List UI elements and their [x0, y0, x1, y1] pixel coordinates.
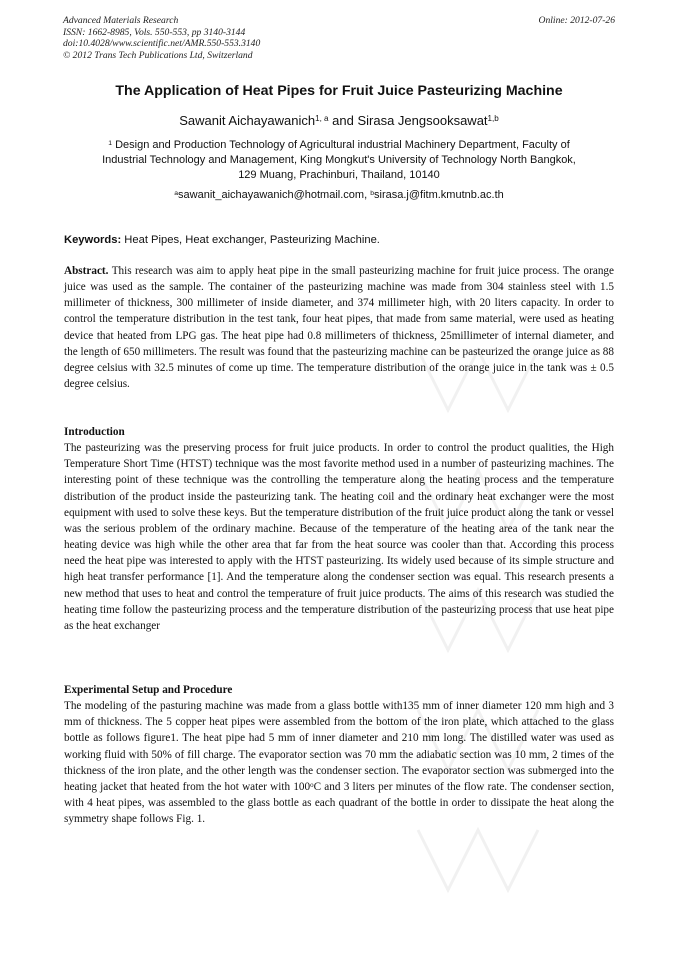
keywords-label: Keywords:	[64, 234, 122, 246]
author-line	[40, 112, 638, 130]
email-link[interactable]: sawanit_aichayawanich@hotmail.com	[178, 189, 365, 201]
introduction-text: The pasteurizing was the preserving process for fruit juice products. In order to control the product qualities, the High Temperature Short Time (HTST) technique was the most favorite method used in a number of pasteurizing machines. The interesting point of these technique was the controlling the temperature along the heating process and the temperature distribution of the product inside the pasteurizing tank. The heating coil and the ordinary heat exchanger were the most equipment with used to solve these keys. But the temperature distribution of the fruit juice product along the tank or vessel was the serious problem of the ordinary machine. Because of the temperature of the heating area of the tank near the heating device was high while the other area that far from the heat source was cooler than that. According this process need the heat pipe was interested to apply with the HTST pasteurizing. Its widely used because of its simple structure and high heat transfer performance [1]. And the temperature along the condenser section was equal. This research presents a new method that uses to heat and control the temperature of fruit juice products. The aims of this research was studied the heating time follow the pasteurizing process and the temperature distribution of the pasteurizing process that use heat pipe as the heat exchanger	[64, 442, 614, 632]
experimental-section	[64, 682, 614, 827]
affiliation-line: $^1$ Design and Production Technology of Agricultural industrial Machinery Department, Faculty of	[108, 139, 570, 151]
affiliation	[55, 138, 623, 183]
abstract-label: Abstract.	[64, 265, 109, 277]
journal-copyright: © 2012 Trans Tech Publications Ltd, Switzerland	[63, 49, 253, 61]
experimental-heading: Experimental Setup and Procedure	[64, 684, 233, 696]
introduction-section	[64, 424, 614, 634]
email-superscript: b	[370, 189, 374, 197]
experimental-text-continued: C and 3 liters per minutes of the flow rate. The condenser section, with 4 heat pipes, was assembled to the glass bottle as each quadrant of the bottle in order to dissipate the heat along the symmetry shape follows Fig. 1.	[64, 780, 614, 826]
affiliation-superscript: 1	[108, 139, 113, 147]
email-link[interactable]: sirasa.j@fitm.kmutnb.ac.th	[374, 189, 504, 201]
watermark-pattern	[408, 330, 648, 950]
author-superscript: 1,b	[487, 114, 499, 124]
degree-superscript: o	[310, 780, 314, 789]
affiliation-line: Industrial Technology and Management, King Mongkut's University of Technology North Bangkok,	[102, 154, 576, 166]
affiliation-line: 129 Muang, Prachinburi, Thailand, 10140	[238, 169, 440, 181]
introduction-heading: Introduction	[64, 426, 125, 438]
author-superscript: 1, a	[315, 114, 329, 124]
journal-doi: doi:10.4028/www.scientific.net/AMR.550-553.3140	[63, 38, 261, 49]
keywords-text: Heat Pipes, Heat exchanger, Pasteurizing Machine.	[121, 234, 380, 246]
journal-issn: ISSN: 1662-8985, Vols. 550-553, pp 3140-3144	[63, 26, 246, 38]
author-name: Sirasa Jengsooksawat	[357, 113, 488, 128]
author-emails: $^a$sawanit_aichayawanich@hotmail.com, $^b$sirasa.j@fitm.kmutnb.ac.th	[174, 189, 504, 201]
author-conjunction: and	[328, 113, 358, 128]
abstract-section	[64, 263, 614, 392]
journal-name: Advanced Materials Research	[63, 15, 179, 26]
journal-header	[63, 15, 260, 61]
keywords	[64, 233, 614, 248]
abstract-text: This research was aim to apply heat pipe in the small pasteurizing machine for fruit juice process. The orange juice was used as the sample. The container of the pasteurizing machine was made from 304 stainless steel with 1.5 millimeter of thickness, 300 millimeter of inside diameter, and 374 millimeter high, with 20 liters capacity. In order to control the temperature distribution in the test tank, four heat pipes, that made from same material, were used as heating device that heated from LPG gas. The heat pipe had 0.8 millimeters of thickness, 25millimeter of internal diameter, and the length of 650 millimeters. The result was found that the pasteurizing machine can be pasteurized the orange juice as 88 degree celsius with 32.5 minutes of come up time. The temperature distribution of the orange juice in the tank was ± 0.5 degree celsius.	[64, 265, 614, 391]
online-date: Online: 2012-07-26	[538, 15, 615, 26]
email-superscript: a	[174, 189, 179, 197]
experimental-text: The modeling of the pasturing machine was made from a glass bottle with135 mm of inner diameter 120 mm high and 3 mm of thickness. The 5 copper heat pipes were assembled from the bottom of the iron plate, which attached to the glass bottle as follows figure1. The heat pipe had 5 mm of inner diameter and 210 mm long. The distilled water was used as working fluid with 50% of fill charge. The evaporator section was 70 mm the adiabatic section was 10 mm, 2 times of the thickness of the iron plate, and the other length was the condenser section. The evaporator section was submerged into the heating jacket that heated from the hot water with 100	[64, 700, 614, 793]
author-name: Sawanit Aichayawanich	[179, 113, 316, 128]
paper-title: The Application of Heat Pipes for Fruit Juice Pasteurizing Machine	[115, 83, 563, 99]
